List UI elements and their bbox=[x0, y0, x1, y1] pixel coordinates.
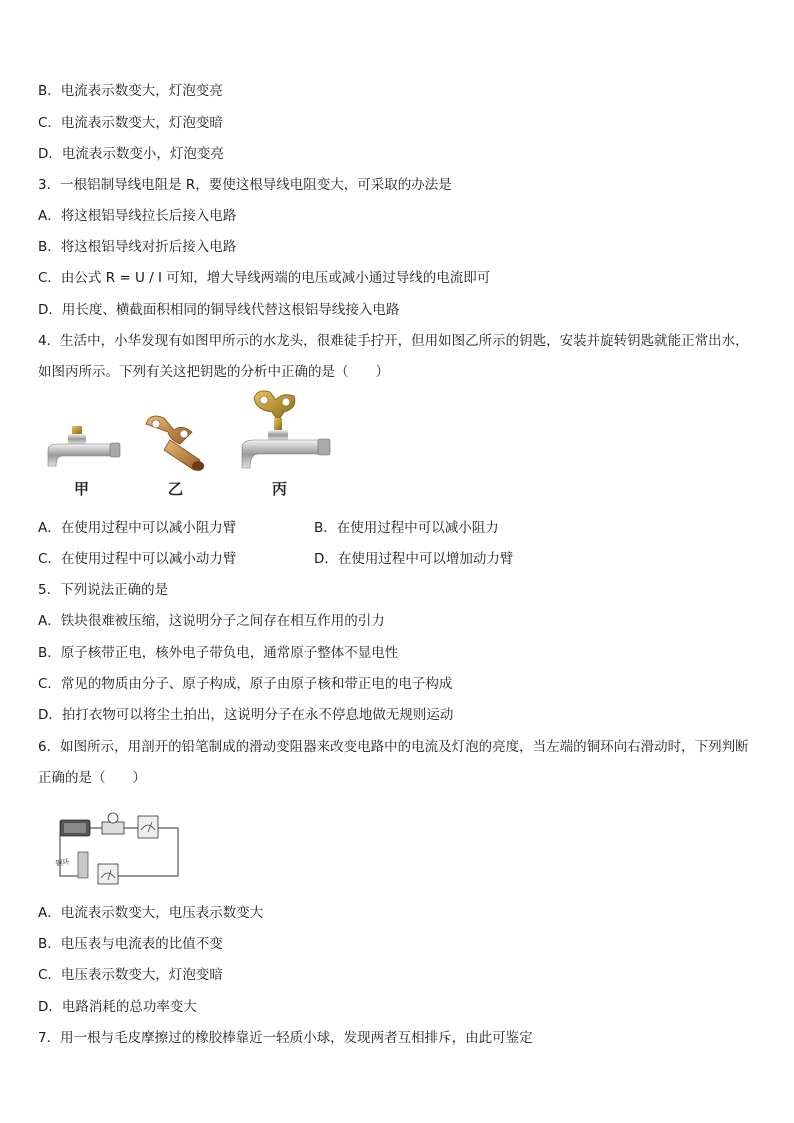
q6-option-d: D．电路消耗的总功率变大 bbox=[38, 999, 197, 1015]
faucet-jia-image bbox=[44, 426, 122, 474]
q3-option-d: D．用长度、横截面积相同的铜导线代替这根铝导线接入电路 bbox=[38, 302, 400, 318]
q6-option-b: B．电压表与电流表的比值不变 bbox=[38, 936, 223, 952]
q4-option-b: B．在使用过程中可以减小阻力 bbox=[314, 520, 499, 536]
q6-option-c: C．电压表示数变大，灯泡变暗 bbox=[38, 967, 223, 983]
q3-option-c: C．由公式 R = U / I 可知，增大导线两端的电压或减小通过导线的电流即可 bbox=[38, 270, 491, 286]
key-yi-image bbox=[140, 410, 212, 476]
q2-option-c: C．电流表示数变大，灯泡变暗 bbox=[38, 115, 223, 131]
faucet-bing-image bbox=[236, 388, 332, 474]
q4-option-a: A．在使用过程中可以减小阻力臂 bbox=[38, 520, 237, 536]
caption-yi: 乙 bbox=[168, 480, 184, 498]
q4-option-d: D．在使用过程中可以增加动力臂 bbox=[314, 551, 514, 567]
q5-option-c: C．常见的物质由分子、原子构成，原子由原子核和带正电的电子构成 bbox=[38, 676, 453, 692]
q3-option-a: A．将这根铝导线拉长后接入电路 bbox=[38, 208, 237, 224]
q2-option-d: D．电流表示数变小，灯泡变亮 bbox=[38, 146, 224, 162]
q5-option-a: A．铁块很难被压缩，这说明分子之间存在相互作用的引力 bbox=[38, 613, 385, 629]
q3-option-b: B．将这根铝导线对折后接入电路 bbox=[38, 239, 237, 255]
q5-stem: 5．下列说法正确的是 bbox=[38, 582, 169, 598]
faucet-figures bbox=[40, 388, 340, 500]
q4-option-c: C．在使用过程中可以减小动力臂 bbox=[38, 551, 237, 567]
svg-text:铜环: 铜环 bbox=[54, 857, 71, 868]
caption-jia: 甲 bbox=[74, 480, 90, 498]
q6-option-a: A．电流表示数变大，电压表示数变大 bbox=[38, 905, 264, 921]
caption-bing: 丙 bbox=[272, 480, 288, 498]
q5-option-b: B．原子核带正电，核外电子带负电，通常原子整体不显电性 bbox=[38, 645, 399, 661]
q7-stem: 7．用一根与毛皮摩擦过的橡胶棒靠近一轻质小球，发现两者互相排斥，由此可鉴定 bbox=[38, 1030, 533, 1046]
q3-stem: 3．一根铝制导线电阻是 R，要使这根导线电阻变大，可采取的办法是 bbox=[38, 177, 452, 193]
q6-stem: 6．如图所示，用剖开的铅笔制成的滑动变阻器来改变电路中的电流及灯泡的亮度，当左端的铜环向右滑动时，下列判断正确的是（ ） bbox=[38, 739, 749, 786]
circuit-diagram bbox=[54, 810, 184, 890]
q2-option-b: B．电流表示数变大，灯泡变亮 bbox=[38, 83, 223, 99]
q4-stem: 4．生活中，小华发现有如图甲所示的水龙头，很难徒手拧开，但用如图乙所示的钥匙，安装并旋转钥匙就能正常出水，如图丙所示。下列有关这把钥匙的分析中正确的是（ ） bbox=[38, 333, 749, 380]
q5-option-d: D．拍打衣物可以将尘土拍出，这说明分子在永不停息地做无规则运动 bbox=[38, 707, 454, 723]
